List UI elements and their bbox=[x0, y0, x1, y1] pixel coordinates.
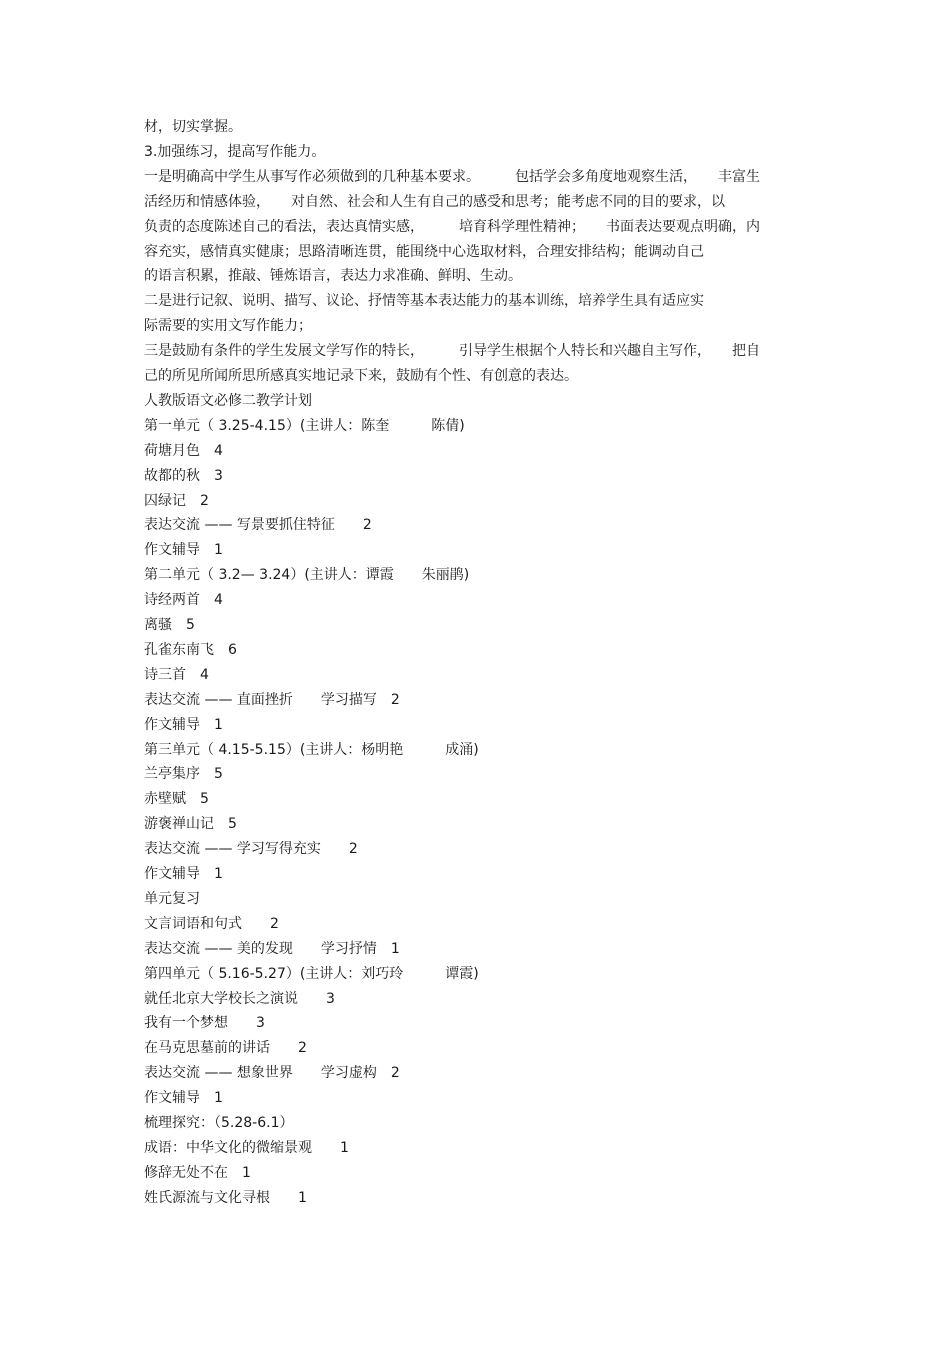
text-line: 一是明确高中学生从事写作必须做到的几种基本要求。 包括学会多角度地观察生活， 丰富生 bbox=[144, 168, 760, 185]
text-line: 姓氏源流与文化寻根 1 bbox=[144, 1189, 307, 1206]
text-line: 表达交流 —— 学习写得充实 2 bbox=[144, 841, 358, 858]
text-line: 容充实，感情真实健康；思路清晰连贯，能围绕中心选取材料，合理安排结构；能调动自己 bbox=[144, 243, 704, 260]
text-line: 表达交流 —— 写景要抓住特征 2 bbox=[144, 517, 372, 534]
text-line: 作文辅导 1 bbox=[144, 542, 223, 559]
text-line: 第一单元（ 3.25-4.15）(主讲人：陈奎 陈倩) bbox=[144, 417, 465, 434]
text-line: 修辞无处不在 1 bbox=[144, 1164, 251, 1181]
text-line: 赤壁赋 5 bbox=[144, 791, 209, 808]
text-line: 单元复习 bbox=[144, 890, 200, 907]
text-line: 我有一个梦想 3 bbox=[144, 1015, 265, 1032]
text-line: 第二单元（ 3.2— 3.24）(主讲人：谭霞 朱丽鹃) bbox=[144, 567, 470, 584]
text-line: 荷塘月色 4 bbox=[144, 442, 223, 459]
text-line: 表达交流 —— 想象世界 学习虚构 2 bbox=[144, 1065, 400, 1082]
text-line: 材，切实掌握。 bbox=[144, 119, 242, 135]
text-line: 离骚 5 bbox=[144, 617, 195, 633]
text-line: 孔雀东南飞 6 bbox=[144, 641, 237, 658]
text-line: 就任北京大学校长之演说 3 bbox=[144, 990, 335, 1007]
text-line: 表达交流 —— 直面挫折 学习描写 2 bbox=[144, 691, 400, 708]
text-line: 游褒禅山记 5 bbox=[144, 816, 237, 833]
text-line: 作文辅导 1 bbox=[144, 1090, 223, 1107]
text-line: 成语：中华文化的微缩景观 1 bbox=[144, 1139, 349, 1156]
text-line: 3.加强练习，提高写作能力。 bbox=[144, 143, 326, 160]
text-line: 作文辅导 1 bbox=[144, 866, 223, 882]
text-line: 第三单元（ 4.15-5.15）(主讲人：杨明艳 成涌) bbox=[144, 741, 479, 758]
text-line: 兰亭集序 5 bbox=[144, 766, 223, 783]
text-line: 文言词语和句式 2 bbox=[144, 915, 279, 932]
text-line: 梳理探究：（5.28-6.1） bbox=[144, 1115, 294, 1131]
text-line: 囚绿记 2 bbox=[144, 492, 209, 509]
text-line: 负责的态度陈述自己的看法，表达真情实感， 培育科学理性精神； 书面表达要观点明确，内 bbox=[144, 218, 760, 235]
text-line: 第四单元（ 5.16-5.27）(主讲人：刘巧玲 谭霞) bbox=[144, 965, 479, 982]
text-line: 诗三首 4 bbox=[144, 666, 209, 683]
text-line: 己的所见所闻所思所感真实地记录下来，鼓励有个性、有创意的表达。 bbox=[144, 368, 578, 384]
text-line: 在马克思墓前的讲话 2 bbox=[144, 1040, 307, 1057]
text-line: 表达交流 —— 美的发现 学习抒情 1 bbox=[144, 940, 400, 957]
text-line: 的语言积累，推敲、锤炼语言，表达力求准确、鲜明、生动。 bbox=[144, 268, 522, 285]
text-line: 故都的秋 3 bbox=[144, 467, 223, 484]
text-line: 诗经两首 4 bbox=[144, 592, 223, 609]
text-line: 活经历和情感体验， 对自然、社会和人生有自己的感受和思考；能考虑不同的目的要求，以 bbox=[144, 193, 725, 210]
text-line: 三是鼓励有条件的学生发展文学写作的特长， 引导学生根据个人特长和兴趣自主写作， 把自 bbox=[144, 343, 760, 360]
text-line: 际需要的实用文写作能力； bbox=[144, 318, 312, 335]
text-line: 人教版语文必修二教学计划 bbox=[144, 392, 312, 409]
text-line: 二是进行记叙、说明、描写、议论、抒情等基本表达能力的基本训练，培养学生具有适应实 bbox=[144, 293, 704, 310]
text-line: 作文辅导 1 bbox=[144, 716, 223, 733]
